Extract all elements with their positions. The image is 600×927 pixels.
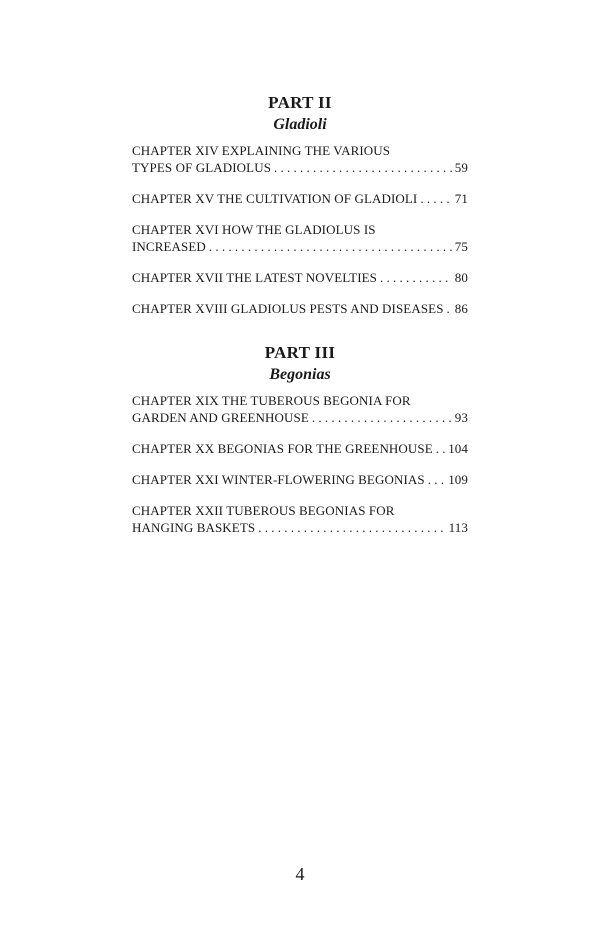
entry-page-number: 104 [448,441,468,456]
dot-leader [436,440,445,457]
entry-title-line: CHAPTER XVIII GLADIOLUS PESTS AND DISEASES [132,301,444,316]
dot-leader [274,159,452,176]
dot-leader [380,269,452,286]
toc-entry[interactable] [132,142,468,176]
toc-entry[interactable] [132,221,468,255]
entry-page-number: 75 [454,239,468,254]
entry-page-number: 59 [454,160,468,175]
part-heading [132,93,468,135]
dot-leader [258,519,445,536]
page-number: 4 [295,864,305,884]
entry-title-line: CHAPTER XIX THE TUBEROUS BEGONIA FOR [132,393,411,408]
toc-entry[interactable] [132,300,468,317]
entry-page-number: 71 [454,191,468,206]
entry-title-line: CHAPTER XX BEGONIAS FOR THE GREENHOUSE [132,441,433,456]
dot-leader [428,471,445,488]
toc-entry[interactable] [132,269,468,286]
entry-page-number: 113 [448,520,468,535]
entry-page-number: 109 [448,472,468,487]
entry-title-line: CHAPTER XVII THE LATEST NOVELTIES [132,270,377,285]
table-of-contents [132,93,468,550]
entry-page-number: 80 [454,270,468,285]
entry-page-number: 86 [454,301,468,316]
entry-title-line: CHAPTER XVI HOW THE GLADIOLUS IS [132,222,376,237]
dot-leader [420,190,451,207]
toc-entry[interactable] [132,392,468,426]
toc-entry[interactable] [132,440,468,457]
dot-leader [312,409,452,426]
part-heading [132,343,468,385]
toc-entry[interactable] [132,190,468,207]
toc-entry[interactable] [132,502,468,536]
entry-title-line: INCREASED [132,239,206,254]
entry-title-line: CHAPTER XXI WINTER-FLOWERING BEGONIAS [132,472,425,487]
part-title: PART III [264,343,336,362]
entry-title-line: CHAPTER XXII TUBEROUS BEGONIAS FOR [132,503,395,518]
toc-entry[interactable] [132,471,468,488]
part-subtitle: Gladioli [273,116,327,133]
entry-title-line: GARDEN AND GREENHOUSE [132,410,309,425]
part-subtitle: Begonias [269,366,331,383]
entry-page-number: 93 [454,410,468,425]
dot-leader [447,300,452,317]
dot-leader [209,238,452,255]
entry-title-line: TYPES OF GLADIOLUS [132,160,272,175]
entry-title-line: CHAPTER XV THE CULTIVATION OF GLADIOLI [132,191,418,206]
entry-title-line: HANGING BASKETS [132,520,256,535]
part-title: PART II [268,93,332,112]
entry-title-line: CHAPTER XIV EXPLAINING THE VARIOUS [132,143,391,158]
